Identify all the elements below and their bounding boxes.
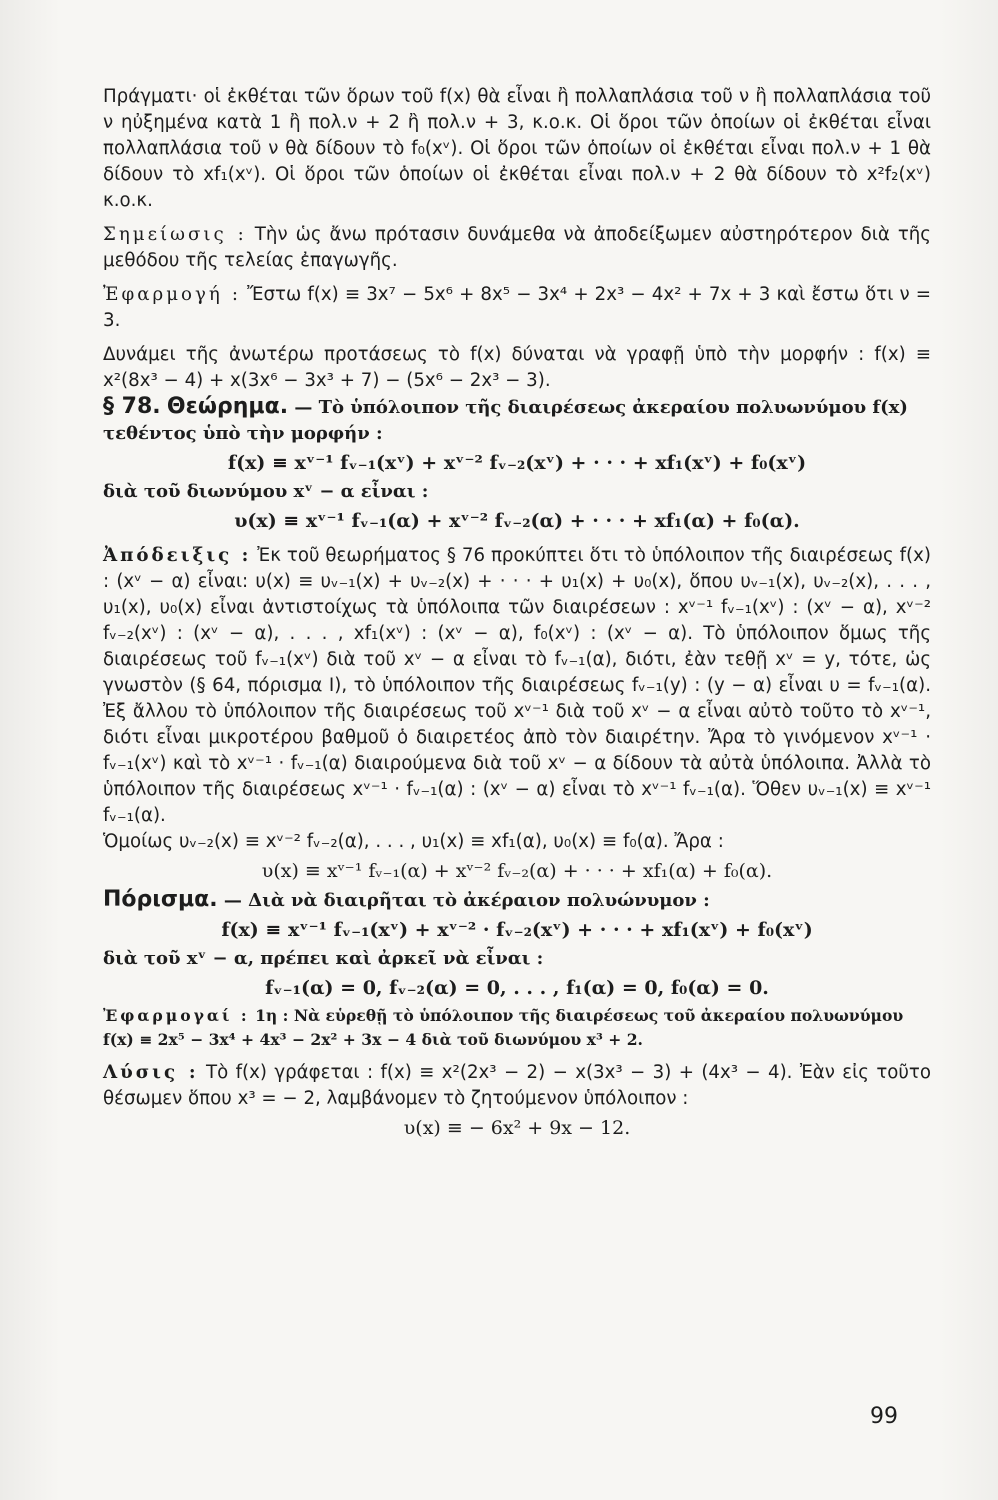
paragraph-exponents: Πράγματι· οἱ ἐκθέται τῶν ὅρων τοῦ f(x) θὰ εἶναι ἢ πολλαπλάσια τοῦ ν ἢ πολλαπλάσια τοῦ ν ηὐξημένα κατὰ 1 ἢ πολ.ν + 2 ἢ πολ.ν + 3, κ.ο.κ. Οἱ ὅροι τῶν ὁποίων οἱ ἐκθέται εἶναι πολλαπλάσια τοῦ ν θὰ δίδουν τὸ f₀(xᵛ). Οἱ ὅροι τῶν ὁποίων οἱ ἐκθέται εἶναι πολ.ν + 1 θὰ δίδουν τὸ xf₁(xᵛ). Οἱ ὅροι τῶν ὁποίων οἱ ἐκθέται εἶναι πολ.ν + 2 θὰ δίδουν τὸ x²f₂(xᵛ) κ.ο.κ. bbox=[103, 86, 931, 211]
section-number: § 78. bbox=[103, 394, 161, 419]
equation-corollary-polynomial: f(x) ≡ xᵛ⁻¹ fᵥ₋₁(xᵛ) + xᵛ⁻² · fᵥ₋₂(xᵛ) + · · · + xf₁(xᵛ) + f₀(xᵛ) bbox=[221, 919, 813, 941]
note-text: Τὴν ὡς ἄνω πρότασιν δυνάμεθα νὰ ἀποδείξωμεν αὐστηρότερον διὰ τῆς μεθόδου τῆς τελείας ἐπαγωγῆς. bbox=[103, 224, 931, 271]
application-text: Ἔστω f(x) ≡ 3x⁷ − 5x⁶ + 8x⁵ − 3x⁴ + 2x³ − 4x² + 7x + 3 καὶ ἔστω ὅτι ν = 3. bbox=[103, 284, 932, 331]
paragraph-proof bbox=[103, 543, 931, 829]
equation-solution-result: υ(x) ≡ − 6x² + 9x − 12. bbox=[403, 1117, 631, 1139]
page-number: 99 bbox=[870, 1404, 898, 1429]
application-label: Ἐφαρμογή : bbox=[103, 284, 242, 305]
corollary-heading bbox=[103, 887, 931, 914]
corollary-condition: διὰ τοῦ xᵛ − α, πρέπει καὶ ἀρκεῖ νὰ εἶναι : bbox=[103, 948, 544, 969]
note-label: Σημείωσις : bbox=[103, 224, 247, 245]
section-statement-2: διὰ τοῦ διωνύμου xᵛ − α εἶναι : bbox=[103, 481, 429, 502]
equation-polynomial-form: f(x) ≡ xᵛ⁻¹ fᵥ₋₁(xᵛ) + xᵛ⁻² fᵥ₋₂(xᵛ) + · · · + xf₁(xᵛ) + f₀(xᵛ) bbox=[227, 452, 807, 474]
section-title: Θεώρημα. bbox=[166, 394, 289, 419]
paragraph-application bbox=[103, 282, 931, 334]
corollary-statement: — Διὰ νὰ διαιρῆται τὸ ἀκέραιον πολυώνυμον : bbox=[217, 890, 710, 911]
paragraph-proof-similarly: Ὁμοίως υᵥ₋₂(x) ≡ xᵛ⁻² fᵥ₋₂(α), . . . , υ₁(x) ≡ xf₁(α), υ₀(x) ≡ f₀(α). Ἄρα : bbox=[103, 831, 724, 852]
equation-corollary-conditions: fᵥ₋₁(α) = 0, fᵥ₋₂(α) = 0, . . . , f₁(α) = 0, f₀(α) = 0. bbox=[265, 977, 769, 999]
solution-label: Λύσις : bbox=[103, 1062, 199, 1083]
proof-text: Ἐκ τοῦ θεωρήματος § 76 προκύπτει ὅτι τὸ ὑπόλοιπον τῆς διαιρέσεως f(x) : (xᵛ − α) εἶναι: υ(x) ≡ υᵥ₋₁(x) + υᵥ₋₂(x) + · · · + υ₁(x) + υ₀(x), ὅπου υᵥ₋₁(x), υᵥ₋₂(x), . . . , υ₁(x), υ₀(x) εἶναι ἀντιστοίχως τὰ ὑπόλοιπα τῶν διαιρέσεων : xᵛ⁻¹ fᵥ₋₁(xᵛ) : (xᵛ − α), xᵛ⁻² fᵥ₋₂(xᵛ) : (xᵛ − α), . . . , xf₁(xᵛ) : (xᵛ − α), f₀(xᵛ) : (xᵛ − α). Τὸ ὑπόλοιπον ὅμως τῆς διαιρέσεως τοῦ fᵥ₋₁(xᵛ) διὰ τοῦ xᵛ − α εἶναι τὸ fᵥ₋₁(α), διότι, ἐὰν τεθῇ xᵛ = y, τότε, ὡς γνωστὸν (§ 64, πόρισμα I), τὸ ὑπόλοιπον τῆς διαιρέσεως fᵥ₋₁(y) : (y − α) εἶναι υ = fᵥ₋₁(α). Ἐξ ἄλλου τὸ ὑπόλοιπον τῆς διαιρέσεως τοῦ xᵛ⁻¹ διὰ τοῦ xᵛ − α εἶναι αὐτὸ τοῦτο τὸ xᵛ⁻¹, διότι εἶναι μικροτέρου βαθμοῦ ὁ διαιρετέος ἀπὸ τὸν διαιρέτην. Ἄρα τὸ γινόμενον xᵛ⁻¹ · fᵥ₋₁(xᵛ) καὶ τὸ xᵛ⁻¹ · fᵥ₋₁(α) διαιρούμενα διὰ τοῦ xᵛ − α δίδουν τὰ αὐτὰ ὑπόλοιπα. Ἀλλὰ τὸ ὑπόλοιπον τῆς διαιρέσεως xᵛ⁻¹ · fᵥ₋₁(α) : (xᵛ − α) εἶναι τὸ xᵛ⁻¹ fᵥ₋₁(α). Ὅθεν υᵥ₋₁(x) ≡ xᵛ⁻¹ fᵥ₋₁(α). bbox=[103, 545, 931, 826]
solution-text: Τὸ f(x) γράφεται : f(x) ≡ x²(2x³ − 2) − x(3x³ − 3) + (4x³ − 4). Ἐὰν εἰς τοῦτο θέσωμεν ὅπου x³ = − 2, λαμβάνομεν τὸ ζητούμενον ὑπόλοιπον : bbox=[103, 1062, 931, 1109]
page-text bbox=[103, 84, 931, 1144]
section-statement: — Τὸ ὑπόλοιπον τῆς διαιρέσεως ἀκεραίου πολυωνύμου f(x) τεθέντος ὑπὸ τὴν μορφήν : bbox=[103, 397, 908, 444]
applications-text: 1η : Νὰ εὑρεθῇ τὸ ὑπόλοιπον τῆς διαιρέσεως τοῦ ἀκεραίου πολυωνύμου f(x) ≡ 2x⁵ − 3x⁴ + 4x³ − 2x² + 3x − 4 διὰ τοῦ διωνύμου x³ + 2. bbox=[103, 1006, 904, 1049]
equation-remainder-result: υ(x) ≡ xᵛ⁻¹ fᵥ₋₁(α) + xᵛ⁻² fᵥ₋₂(α) + · · · + xf₁(α) + f₀(α). bbox=[261, 860, 773, 882]
corollary-title: Πόρισμα. bbox=[103, 887, 218, 912]
applications-label: Ἐφαρμογαί : bbox=[103, 1006, 250, 1025]
solution-paragraph bbox=[103, 1060, 931, 1112]
proof-label: Ἀπόδειξις : bbox=[103, 545, 252, 566]
section-theorem-heading bbox=[103, 394, 931, 447]
paragraph-note bbox=[103, 222, 931, 274]
paragraph-application-form: Δυνάμει τῆς ἀνωτέρω προτάσεως τὸ f(x) δύναται νὰ γραφῇ ὑπὸ τὴν μορφήν : f(x) ≡ x²(8x³ − 4) + x(3x⁶ − 3x³ + 7) − (5x⁶ − 2x³ − 3). bbox=[103, 344, 931, 391]
equation-remainder: υ(x) ≡ xᵛ⁻¹ fᵥ₋₁(α) + xᵛ⁻² fᵥ₋₂(α) + · · · + xf₁(α) + f₀(α). bbox=[234, 510, 800, 532]
applications-paragraph bbox=[103, 1004, 931, 1052]
